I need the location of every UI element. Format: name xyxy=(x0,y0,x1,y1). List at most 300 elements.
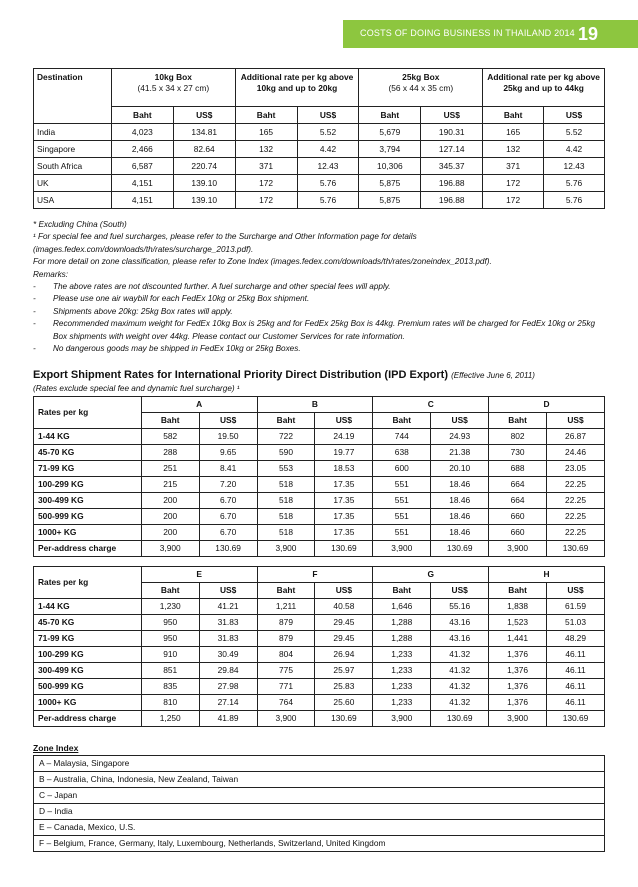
weight-band-cell: 300-499 KG xyxy=(34,663,142,679)
rate-cell: 82.64 xyxy=(173,141,235,158)
table-row xyxy=(34,541,605,557)
rate-cell: 130.69 xyxy=(547,541,605,557)
rate-cell: 6.70 xyxy=(199,509,257,525)
zone-header: A xyxy=(141,397,257,413)
rate-cell: 31.83 xyxy=(199,615,257,631)
rate-cell: 41.32 xyxy=(431,647,489,663)
rate-cell: 371 xyxy=(235,158,297,175)
remark-item xyxy=(33,293,605,305)
weight-band-cell: 71-99 KG xyxy=(34,631,142,647)
currency-header: Baht xyxy=(373,583,431,599)
table-row xyxy=(34,599,605,615)
rate-cell: 345.37 xyxy=(421,158,483,175)
rate-cell: 950 xyxy=(141,631,199,647)
rate-cell: 5.76 xyxy=(297,175,359,192)
rate-cell: 18.46 xyxy=(431,509,489,525)
table-row xyxy=(34,461,605,477)
rate-cell: 1,288 xyxy=(373,631,431,647)
rate-cell: 5,679 xyxy=(359,124,421,141)
remarks-label: Remarks: xyxy=(33,269,69,279)
table-row xyxy=(34,711,605,727)
rate-cell: 1,250 xyxy=(141,711,199,727)
col-10kg-dims: (41.5 x 34 x 27 cm) xyxy=(137,83,210,93)
remark-text: No dangerous goods may be shipped in FedEx 10kg or 25kg Boxes. xyxy=(53,344,301,354)
zone-row xyxy=(34,804,605,820)
col-add25-header: Additional rate per kg above 25kg and up to 44kg xyxy=(483,69,605,107)
rate-cell: 51.03 xyxy=(547,615,605,631)
rate-cell: 55.16 xyxy=(431,599,489,615)
rate-cell: 41.32 xyxy=(431,695,489,711)
rate-cell: 165 xyxy=(235,124,297,141)
zone-row xyxy=(34,820,605,836)
rate-cell: 3,900 xyxy=(257,711,315,727)
ipd-title: Export Shipment Rates for International Priority Direct Distribution (IPD Export) xyxy=(33,369,448,381)
zone-index-table xyxy=(33,755,605,852)
rate-cell: 1,211 xyxy=(257,599,315,615)
zone-index-title: Zone Index xyxy=(33,743,79,753)
rate-cell: 17.35 xyxy=(315,525,373,541)
destination-cell: Singapore xyxy=(34,141,112,158)
rate-cell: 810 xyxy=(141,695,199,711)
ipd-effective-date: (Effective June 6, 2011) xyxy=(451,371,535,380)
rate-cell: 41.32 xyxy=(431,679,489,695)
col-10kg-title: 10kg Box xyxy=(154,72,192,82)
rate-cell: 4,023 xyxy=(111,124,173,141)
rate-cell: 196.88 xyxy=(421,175,483,192)
rate-cell: 1,376 xyxy=(489,695,547,711)
rate-cell: 4.42 xyxy=(544,141,605,158)
rate-cell: 551 xyxy=(373,525,431,541)
rate-cell: 12.43 xyxy=(544,158,605,175)
rate-cell: 46.11 xyxy=(547,647,605,663)
rate-cell: 3,794 xyxy=(359,141,421,158)
currency-header: Baht xyxy=(141,583,199,599)
table-row xyxy=(34,631,605,647)
ipd-table-head xyxy=(34,567,605,599)
rate-cell: 48.29 xyxy=(547,631,605,647)
rate-cell: 165 xyxy=(483,124,544,141)
note-zone-detail: For more detail on zone classification, please refer to Zone Index (images.fedex.com/downloads/th/rates/zoneindex_2013.pdf). xyxy=(33,257,492,267)
ipd-subtitle: (Rates exclude special fee and dynamic fuel surcharge) ¹ xyxy=(33,384,240,393)
rate-cell: 22.25 xyxy=(547,477,605,493)
rate-cell: 664 xyxy=(489,493,547,509)
rate-cell: 722 xyxy=(257,429,315,445)
rate-cell: 730 xyxy=(489,445,547,461)
rate-cell: 879 xyxy=(257,615,315,631)
destination-cell: India xyxy=(34,124,112,141)
remark-item xyxy=(33,306,605,318)
zone-cell: F – Belgium, France, Germany, Italy, Luxembourg, Netherlands, Switzerland, United Kingdom xyxy=(34,836,605,852)
weight-band-cell: 1000+ KG xyxy=(34,695,142,711)
rate-cell: 20.10 xyxy=(431,461,489,477)
rate-cell: 2,466 xyxy=(111,141,173,158)
table-row xyxy=(34,695,605,711)
rate-cell: 1,376 xyxy=(489,647,547,663)
rate-cell: 21.38 xyxy=(431,445,489,461)
zone-cell: D – India xyxy=(34,804,605,820)
rate-cell: 27.14 xyxy=(199,695,257,711)
rate-cell: 5.52 xyxy=(544,124,605,141)
rate-cell: 5.52 xyxy=(297,124,359,141)
rate-cell: 43.16 xyxy=(431,631,489,647)
rate-cell: 950 xyxy=(141,615,199,631)
zone-cell: A – Malaysia, Singapore xyxy=(34,756,605,772)
currency-header: US$ xyxy=(315,413,373,429)
table-row xyxy=(34,141,605,158)
currency-header: US$ xyxy=(431,413,489,429)
rate-cell: 25.60 xyxy=(315,695,373,711)
table-row xyxy=(34,429,605,445)
bullet-dash: - xyxy=(33,344,36,354)
weight-band-cell: 71-99 KG xyxy=(34,461,142,477)
weight-band-cell: 500-999 KG xyxy=(34,509,142,525)
rate-cell: 582 xyxy=(141,429,199,445)
rate-cell: 1,376 xyxy=(489,663,547,679)
rate-cell: 24.93 xyxy=(431,429,489,445)
rate-cell: 130.69 xyxy=(547,711,605,727)
weight-band-cell: 300-499 KG xyxy=(34,493,142,509)
rate-cell: 29.45 xyxy=(315,631,373,647)
weight-band-cell: 1000+ KG xyxy=(34,525,142,541)
rate-cell: 190.31 xyxy=(421,124,483,141)
rate-cell: 24.19 xyxy=(315,429,373,445)
rate-cell: 371 xyxy=(483,158,544,175)
rate-cell: 660 xyxy=(489,525,547,541)
rate-cell: 215 xyxy=(141,477,199,493)
rate-cell: 196.88 xyxy=(421,192,483,209)
zone-header: H xyxy=(489,567,605,583)
rate-cell: 134.81 xyxy=(173,124,235,141)
sub-header: Baht xyxy=(111,107,173,124)
zone-header-row xyxy=(34,397,605,413)
table-row xyxy=(34,477,605,493)
rate-cell: 18.53 xyxy=(315,461,373,477)
rate-cell: 46.11 xyxy=(547,695,605,711)
rate-cell: 130.69 xyxy=(315,541,373,557)
zone-cell: C – Japan xyxy=(34,788,605,804)
destination-cell: South Africa xyxy=(34,158,112,175)
rate-cell: 5.76 xyxy=(544,175,605,192)
rate-cell: 24.46 xyxy=(547,445,605,461)
rate-cell: 1,233 xyxy=(373,663,431,679)
rate-cell: 6.70 xyxy=(199,525,257,541)
bullet-dash: - xyxy=(33,319,36,329)
rate-cell: 139.10 xyxy=(173,175,235,192)
rate-cell: 139.10 xyxy=(173,192,235,209)
zone-header: C xyxy=(373,397,489,413)
rate-cell: 130.69 xyxy=(431,541,489,557)
ipd-table-head xyxy=(34,397,605,429)
rate-cell: 3,900 xyxy=(373,711,431,727)
currency-header: Baht xyxy=(489,583,547,599)
rate-cell: 764 xyxy=(257,695,315,711)
rate-cell: 7.20 xyxy=(199,477,257,493)
rate-cell: 18.46 xyxy=(431,493,489,509)
ipd-rates-table-a-d xyxy=(33,396,605,557)
rate-cell: 518 xyxy=(257,525,315,541)
rate-cell: 27.98 xyxy=(199,679,257,695)
rate-cell: 200 xyxy=(141,525,199,541)
notes-block xyxy=(33,219,605,355)
rate-cell: 172 xyxy=(483,192,544,209)
table-row xyxy=(34,445,605,461)
table-row xyxy=(34,509,605,525)
table-row xyxy=(34,124,605,141)
table-row xyxy=(34,615,605,631)
rate-cell: 775 xyxy=(257,663,315,679)
rate-cell: 4,151 xyxy=(111,175,173,192)
remark-text: Please use one air waybill for each FedEx 10kg or 25kg Box shipment. xyxy=(53,294,310,304)
rate-cell: 5,875 xyxy=(359,175,421,192)
rate-cell: 551 xyxy=(373,477,431,493)
rate-cell: 1,233 xyxy=(373,679,431,695)
table-row xyxy=(34,679,605,695)
remark-item xyxy=(33,281,605,293)
zone-header: E xyxy=(141,567,257,583)
bullet-dash: - xyxy=(33,282,36,292)
weight-band-cell: 1-44 KG xyxy=(34,429,142,445)
rate-cell: 172 xyxy=(235,175,297,192)
rate-cell: 4,151 xyxy=(111,192,173,209)
rates-per-kg-header: Rates per kg xyxy=(34,397,142,429)
rate-cell: 1,233 xyxy=(373,647,431,663)
ipd-section-title xyxy=(33,369,535,381)
rate-cell: 46.11 xyxy=(547,679,605,695)
sub-header: Baht xyxy=(235,107,297,124)
rate-cell: 19.77 xyxy=(315,445,373,461)
rate-cell: 5.76 xyxy=(544,192,605,209)
rate-cell: 518 xyxy=(257,509,315,525)
rate-cell: 1,523 xyxy=(489,615,547,631)
table-row xyxy=(34,158,605,175)
rate-cell: 1,233 xyxy=(373,695,431,711)
rate-cell: 251 xyxy=(141,461,199,477)
rates-per-kg-header: Rates per kg xyxy=(34,567,142,599)
weight-band-cell: 1-44 KG xyxy=(34,599,142,615)
currency-header: US$ xyxy=(199,583,257,599)
zone-cell: B – Australia, China, Indonesia, New Zealand, Taiwan xyxy=(34,772,605,788)
weight-band-cell: 500-999 KG xyxy=(34,679,142,695)
rate-cell: 43.16 xyxy=(431,615,489,631)
rate-cell: 17.35 xyxy=(315,477,373,493)
remark-text: The above rates are not discounted further. A fuel surcharge and other special fees will apply. xyxy=(53,282,391,292)
rate-cell: 553 xyxy=(257,461,315,477)
bullet-dash: - xyxy=(33,306,36,316)
rate-cell: 5,875 xyxy=(359,192,421,209)
rate-cell: 9.65 xyxy=(199,445,257,461)
rate-cell: 130.69 xyxy=(315,711,373,727)
rate-cell: 29.84 xyxy=(199,663,257,679)
box-rates-table xyxy=(33,68,605,209)
weight-band-cell: Per-address charge xyxy=(34,711,142,727)
destination-cell: UK xyxy=(34,175,112,192)
rate-cell: 46.11 xyxy=(547,663,605,679)
page-number: 19 xyxy=(578,24,599,44)
rate-cell: 4.42 xyxy=(297,141,359,158)
rate-cell: 26.94 xyxy=(315,647,373,663)
rate-cell: 6.70 xyxy=(199,493,257,509)
ipd-rates-table-e-h xyxy=(33,566,605,727)
rate-cell: 664 xyxy=(489,477,547,493)
currency-header: US$ xyxy=(431,583,489,599)
bullet-dash: - xyxy=(33,294,36,304)
rate-cell: 22.25 xyxy=(547,493,605,509)
currency-header: US$ xyxy=(547,413,605,429)
rate-cell: 3,900 xyxy=(257,541,315,557)
remark-item xyxy=(33,343,605,355)
weight-band-cell: 100-299 KG xyxy=(34,477,142,493)
zone-header-row xyxy=(34,567,605,583)
rate-cell: 1,441 xyxy=(489,631,547,647)
rate-cell: 910 xyxy=(141,647,199,663)
rate-cell: 18.46 xyxy=(431,477,489,493)
weight-band-cell: 45-70 KG xyxy=(34,615,142,631)
col-25kg-title: 25kg Box xyxy=(402,72,440,82)
sub-header: US$ xyxy=(421,107,483,124)
currency-header: Baht xyxy=(257,583,315,599)
rate-cell: 518 xyxy=(257,493,315,509)
zone-row xyxy=(34,756,605,772)
sub-header: Baht xyxy=(359,107,421,124)
rate-cell: 6,587 xyxy=(111,158,173,175)
rate-cell: 25.83 xyxy=(315,679,373,695)
zone-cell: E – Canada, Mexico, U.S. xyxy=(34,820,605,836)
destination-cell: USA xyxy=(34,192,112,209)
remark-item xyxy=(33,318,605,343)
sub-header: US$ xyxy=(544,107,605,124)
rate-cell: 132 xyxy=(483,141,544,158)
rate-cell: 851 xyxy=(141,663,199,679)
rate-cell: 41.89 xyxy=(199,711,257,727)
rate-cell: 1,288 xyxy=(373,615,431,631)
rate-cell: 660 xyxy=(489,509,547,525)
rate-cell: 30.49 xyxy=(199,647,257,663)
box-header-row xyxy=(34,69,605,107)
rate-cell: 288 xyxy=(141,445,199,461)
rate-cell: 23.05 xyxy=(547,461,605,477)
remarks-list xyxy=(33,281,605,355)
rate-cell: 172 xyxy=(483,175,544,192)
currency-header: US$ xyxy=(315,583,373,599)
sub-header: US$ xyxy=(173,107,235,124)
zone-header: F xyxy=(257,567,373,583)
rate-cell: 5.76 xyxy=(297,192,359,209)
rate-cell: 1,376 xyxy=(489,679,547,695)
rate-cell: 22.25 xyxy=(547,509,605,525)
table-row xyxy=(34,663,605,679)
rate-cell: 804 xyxy=(257,647,315,663)
col-25kg-header xyxy=(359,69,483,107)
rate-cell: 29.45 xyxy=(315,615,373,631)
rate-cell: 172 xyxy=(235,192,297,209)
rate-cell: 200 xyxy=(141,493,199,509)
rate-cell: 17.35 xyxy=(315,493,373,509)
currency-header: Baht xyxy=(141,413,199,429)
col-10kg-header xyxy=(111,69,235,107)
box-subheader-row xyxy=(34,107,605,124)
table-row xyxy=(34,192,605,209)
rate-cell: 12.43 xyxy=(297,158,359,175)
rate-cell: 1,230 xyxy=(141,599,199,615)
zone-row xyxy=(34,788,605,804)
note-exclusion: * Excluding China (South) xyxy=(33,220,127,229)
zone-row xyxy=(34,772,605,788)
rate-cell: 744 xyxy=(373,429,431,445)
rate-cell: 10,306 xyxy=(359,158,421,175)
rate-cell: 19.50 xyxy=(199,429,257,445)
rate-cell: 3,900 xyxy=(373,541,431,557)
remark-text: Shipments above 20kg: 25kg Box rates will apply. xyxy=(53,306,233,316)
note-surcharge: ¹ For special fee and fuel surcharges, please refer to the Surcharge and Other Information page for details (images.fedex.com/downloads/th/rates/surcharge_2013.pdf). xyxy=(33,232,417,254)
col-add10-header: Additional rate per kg above 10kg and up to 20kg xyxy=(235,69,359,107)
currency-header: Baht xyxy=(489,413,547,429)
rate-cell: 22.25 xyxy=(547,525,605,541)
rate-cell: 17.35 xyxy=(315,509,373,525)
rate-cell: 31.83 xyxy=(199,631,257,647)
rate-cell: 61.59 xyxy=(547,599,605,615)
sub-header: Baht xyxy=(483,107,544,124)
rate-cell: 879 xyxy=(257,631,315,647)
zone-header: G xyxy=(373,567,489,583)
zone-row xyxy=(34,836,605,852)
rate-cell: 3,900 xyxy=(489,711,547,727)
rate-cell: 130.69 xyxy=(431,711,489,727)
rate-cell: 26.87 xyxy=(547,429,605,445)
rate-cell: 551 xyxy=(373,509,431,525)
table-row xyxy=(34,175,605,192)
rate-cell: 25.97 xyxy=(315,663,373,679)
zone-header: B xyxy=(257,397,373,413)
destination-header: Destination xyxy=(34,69,112,124)
col-25kg-dims: (56 x 44 x 35 cm) xyxy=(388,83,454,93)
table-row xyxy=(34,493,605,509)
rate-cell: 835 xyxy=(141,679,199,695)
rate-cell: 590 xyxy=(257,445,315,461)
rate-cell: 41.21 xyxy=(199,599,257,615)
header-title: COSTS OF DOING BUSINESS IN THAILAND 2014 xyxy=(360,28,575,38)
rate-cell: 688 xyxy=(489,461,547,477)
rate-cell: 3,900 xyxy=(489,541,547,557)
rate-cell: 802 xyxy=(489,429,547,445)
rate-cell: 130.69 xyxy=(199,541,257,557)
rate-cell: 40.58 xyxy=(315,599,373,615)
rate-cell: 8.41 xyxy=(199,461,257,477)
rate-cell: 41.32 xyxy=(431,663,489,679)
rate-cell: 200 xyxy=(141,509,199,525)
currency-header: US$ xyxy=(547,583,605,599)
remark-text: Recommended maximum weight for FedEx 10kg Box is 25kg and for FedEx 25kg Box is 44kg. Premium rates will be charged for FedEx 10kg or 25kg Box shipments with weight over 44kg. Please contact our Customer Services for rate information. xyxy=(53,319,595,341)
rate-cell: 638 xyxy=(373,445,431,461)
rate-cell: 518 xyxy=(257,477,315,493)
sub-header: US$ xyxy=(297,107,359,124)
currency-header: Baht xyxy=(373,413,431,429)
rate-cell: 600 xyxy=(373,461,431,477)
rate-cell: 127.14 xyxy=(421,141,483,158)
table-row xyxy=(34,647,605,663)
weight-band-cell: 45-70 KG xyxy=(34,445,142,461)
rate-cell: 1,646 xyxy=(373,599,431,615)
currency-header: US$ xyxy=(199,413,257,429)
weight-band-cell: Per-address charge xyxy=(34,541,142,557)
rate-cell: 1,838 xyxy=(489,599,547,615)
rate-cell: 771 xyxy=(257,679,315,695)
rate-cell: 551 xyxy=(373,493,431,509)
rate-cell: 18.46 xyxy=(431,525,489,541)
rate-cell: 132 xyxy=(235,141,297,158)
weight-band-cell: 100-299 KG xyxy=(34,647,142,663)
rate-cell: 220.74 xyxy=(173,158,235,175)
rate-cell: 3,900 xyxy=(141,541,199,557)
